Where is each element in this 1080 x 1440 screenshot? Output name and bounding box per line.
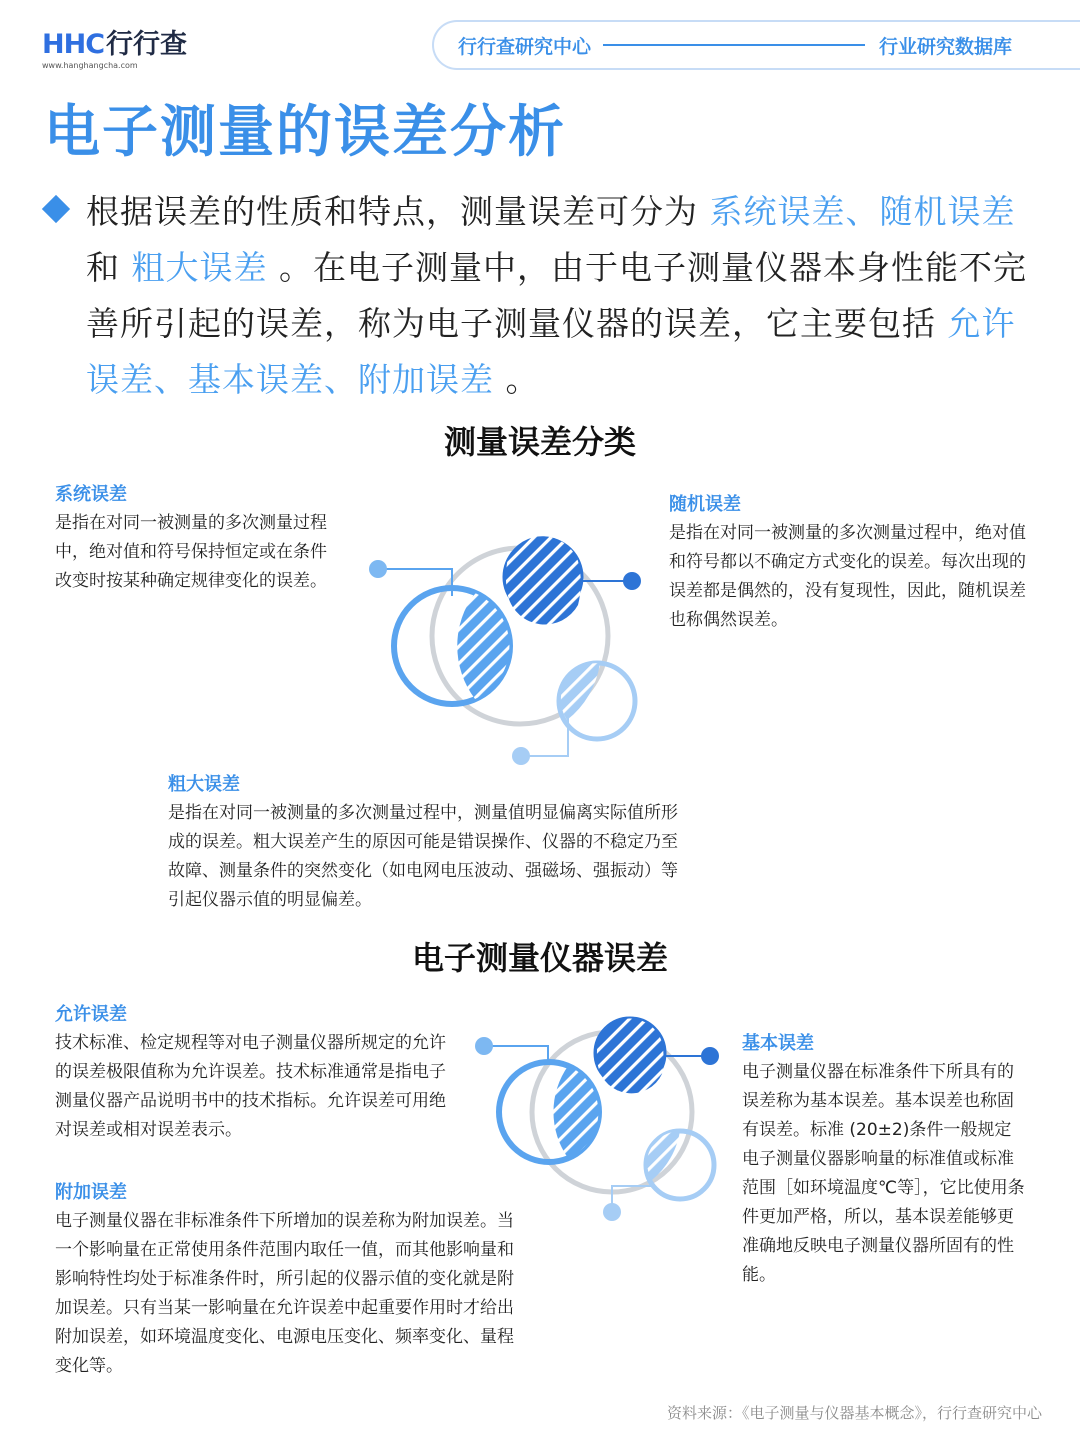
source-footer: 资料来源：《电子测量与仪器基本概念》，行行查研究中心	[666, 1404, 1042, 1422]
term-desc-basic: 电子测量仪器在标准条件下所具有的误差称为基本误差。基本误差也称固有误差。标准 (20±2)条件一般规定电子测量仪器影响量的标准值或标准范围［如环境温度℃等］，它比使用条件更加严格，所以，基本误差能够更准确地反映电子测量仪器所固有的性能。	[742, 1062, 1025, 1285]
logo-url: www.hanghangcha.com	[42, 61, 138, 70]
intro-highlight-3: 允许误差、基本误差、附加误差	[86, 304, 1016, 399]
logo-name: 行行查	[106, 29, 188, 60]
term-label-allowable: 允许误差	[55, 1004, 127, 1025]
section-title-measurement-error: 测量误差分类	[443, 423, 636, 461]
intro-text-4: 。	[494, 360, 540, 399]
page-title: 电子测量的误差分析	[44, 100, 566, 165]
term-desc-allowable: 技术标准、检定规程等对电子测量仪器所规定的允许的误差极限值称为允许误差。技术标准通常是指电子测量仪器产品说明书中的技术指标。允许误差可用绝对误差或相对误差表示。	[55, 1033, 446, 1140]
term-label-gross: 粗大误差	[168, 774, 240, 795]
database-label: 行业研究数据库	[879, 35, 1013, 58]
term-desc-systematic: 是指在对同一被测量的多次测量过程中，绝对值和符号保持恒定或在条件改变时按某种确定规律变化的误差。	[55, 513, 327, 591]
intro-highlight-2: 粗大误差	[131, 248, 268, 287]
section-title-instrument-error: 电子测量仪器误差	[411, 939, 668, 977]
term-label-systematic: 系统误差	[55, 484, 127, 505]
term-label-additional: 附加误差	[55, 1182, 127, 1203]
term-desc-gross: 是指在对同一被测量的多次测量过程中，测量值明显偏离实际值所形成的误差。粗大误差产生的原因可能是错误操作、仪器的不稳定乃至故障、测量条件的突然变化（如电网电压波动、强磁场、强振动）等引起仪器示值的明显偏差。	[168, 803, 678, 910]
intro-text-1: 根据误差的性质和特点，测量误差可分为	[86, 192, 710, 231]
intro-paragraph	[86, 184, 1046, 408]
logo-mark: HHC	[42, 29, 105, 60]
brand-logo[interactable]	[42, 30, 192, 72]
header-banner	[432, 20, 1080, 70]
diamond-bullet-icon	[42, 195, 70, 223]
intro-highlight-1: 系统误差、随机误差	[709, 192, 1016, 231]
term-label-random: 随机误差	[669, 494, 741, 515]
venn-diagram-icon	[470, 1008, 730, 1226]
intro-text-3: 。在电子测量中，由于电子测量仪器本身性能不完善所引起的误差，称为电子测量仪器的误差，它主要包括	[86, 248, 1027, 343]
research-center-label: 行行查研究中心	[458, 35, 592, 58]
term-label-basic: 基本误差	[742, 1033, 814, 1054]
term-desc-random: 是指在对同一被测量的多次测量过程中，绝对值和符号都以不确定方式变化的误差。每次出现的误差都是偶然的，没有复现性，因此，随机误差也称偶然误差。	[669, 523, 1026, 630]
venn-diagram-icon	[360, 528, 660, 772]
header-divider-line	[603, 44, 865, 46]
intro-text-2: 和	[86, 248, 132, 287]
term-desc-additional: 电子测量仪器在非标准条件下所增加的误差称为附加误差。当一个影响量在正常使用条件范围内取任一值，而其他影响量和影响特性均处于标准条件时，所引起的仪器示值的变化就是附加误差。只有当某一影响量在允许误差中起重要作用时才给出附加误差，如环境温度变化、电源电压变化、频率变化、量程变化等。	[55, 1211, 514, 1376]
